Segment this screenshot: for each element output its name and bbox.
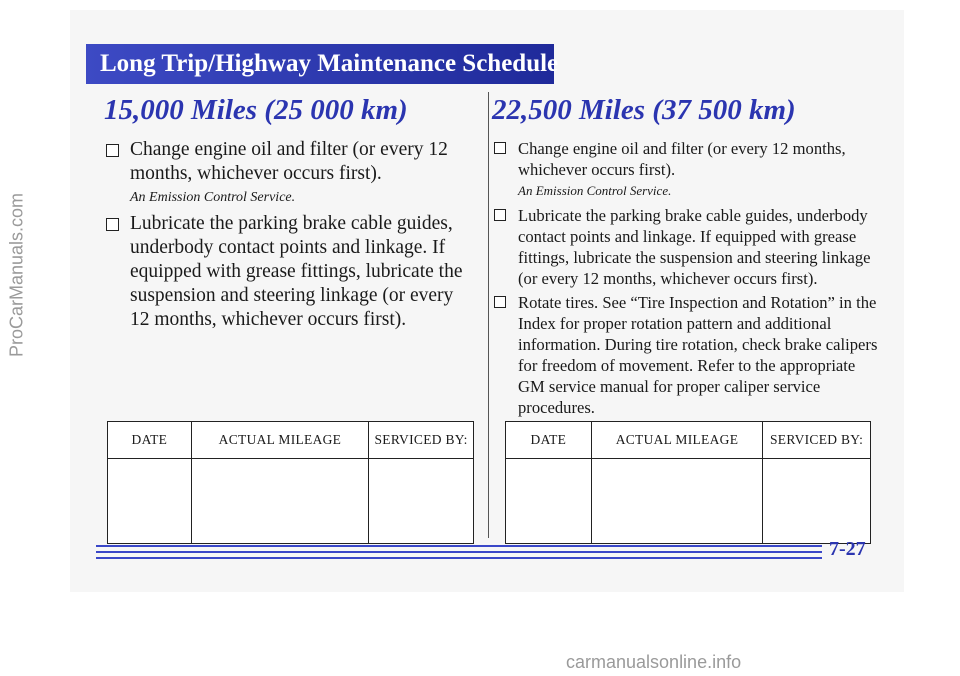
left-heading: 15,000 Miles (25 000 km) bbox=[104, 94, 408, 126]
column-header-date: DATE bbox=[506, 422, 592, 459]
date-cell[interactable] bbox=[506, 459, 592, 544]
service-log-table-right bbox=[505, 421, 871, 544]
checklist-item bbox=[104, 212, 476, 332]
column-header-date: DATE bbox=[108, 422, 192, 459]
left-column bbox=[104, 92, 476, 336]
column-header-serviced-by: SERVICED BY: bbox=[369, 422, 474, 459]
item-text: Rotate tires. See “Tire Inspection and Rotation” in the Index for proper rotation pattern and additional information. During tire rotation, check brake calipers for freedom of movement. Refer to the appropriate GM service manual for proper caliper service procedures. bbox=[518, 293, 878, 417]
column-divider bbox=[488, 92, 489, 538]
checklist-item bbox=[104, 138, 476, 186]
right-column bbox=[492, 92, 882, 421]
date-cell[interactable] bbox=[108, 459, 192, 544]
checkbox-icon[interactable] bbox=[494, 296, 506, 308]
side-watermark bbox=[4, 160, 30, 390]
serviced-by-cell[interactable] bbox=[763, 459, 871, 544]
mileage-cell[interactable] bbox=[591, 459, 762, 544]
checkbox-icon[interactable] bbox=[106, 144, 119, 157]
page-number: 7-27 bbox=[829, 538, 866, 560]
bottom-watermark: carmanualsonline.info bbox=[566, 652, 742, 672]
checklist-item bbox=[492, 292, 882, 418]
column-header-mileage: ACTUAL MILEAGE bbox=[591, 422, 762, 459]
checklist-item bbox=[492, 205, 882, 289]
service-log-table-left bbox=[107, 421, 474, 544]
item-note: An Emission Control Service. bbox=[518, 183, 672, 198]
footer-rule bbox=[96, 557, 822, 559]
checkbox-icon[interactable] bbox=[494, 209, 506, 221]
footer-rule bbox=[96, 551, 822, 553]
page-title-banner: Long Trip/Highway Maintenance Schedule bbox=[86, 44, 554, 84]
checklist-item bbox=[492, 138, 882, 180]
checkbox-icon[interactable] bbox=[106, 218, 119, 231]
column-header-mileage: ACTUAL MILEAGE bbox=[191, 422, 368, 459]
mileage-cell[interactable] bbox=[191, 459, 368, 544]
item-text: Change engine oil and filter (or every 12 months, whichever occurs first). bbox=[518, 139, 846, 179]
checkbox-icon[interactable] bbox=[494, 142, 506, 154]
column-header-serviced-by: SERVICED BY: bbox=[763, 422, 871, 459]
serviced-by-cell[interactable] bbox=[369, 459, 474, 544]
right-heading: 22,500 Miles (37 500 km) bbox=[492, 94, 796, 126]
footer-rule bbox=[96, 545, 822, 547]
item-text: Lubricate the parking brake cable guides, underbody contact points and linkage. If equipped with grease fittings, lubricate the suspension and steering linkage (or every 12 months, whichever occurs first). bbox=[130, 213, 463, 330]
side-watermark-text: ProCarManuals.com bbox=[6, 192, 27, 358]
item-text: Lubricate the parking brake cable guides, underbody contact points and linkage. If equipped with grease fittings, lubricate the suspension and steering linkage (or every 12 months, whichever occurs first). bbox=[518, 206, 871, 288]
item-note: An Emission Control Service. bbox=[130, 190, 296, 205]
item-text: Change engine oil and filter (or every 12 months, whichever occurs first). bbox=[130, 139, 448, 184]
